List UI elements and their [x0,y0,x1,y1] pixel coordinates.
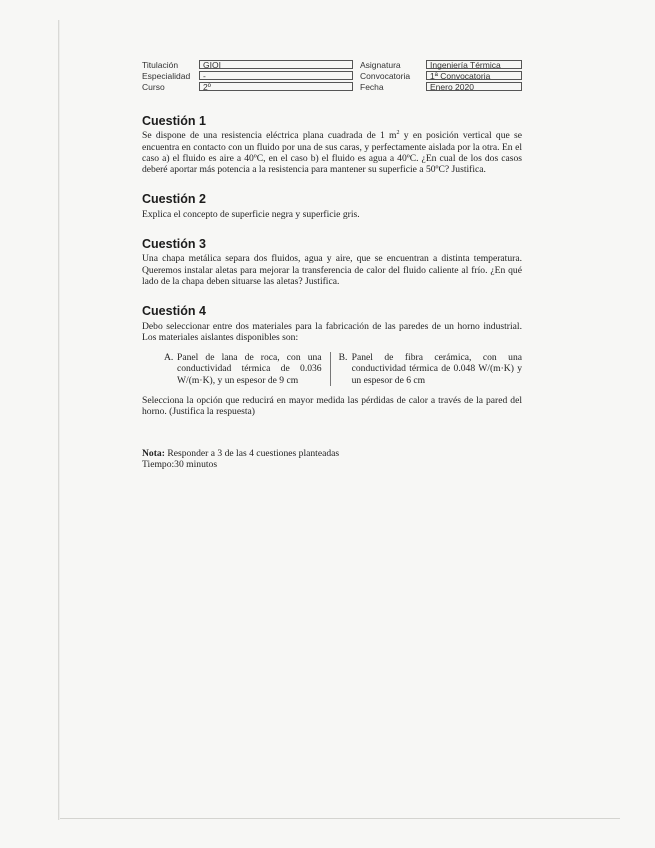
page-bottom-edge [60,818,620,819]
curso-label: Curso [142,81,165,92]
header-right-block [360,59,522,92]
especialidad-value: - [199,71,353,80]
question-1-text-end: y en posición vertical que se encuentra en contacto con un fluido por una de sus caras, y perfectamente aislada por la otra. En el caso a) el fluido es aire a 40ºC, en el caso b) el fluido es agua a 40ºC. ¿En cual de los dos casos deberé aportar más potencia a la resistencia para mantener su superficie a 50ºC? Justifica. [142,130,522,176]
convocatoria-value: 1ª Convocatoria [426,71,522,80]
question-2-text: Explica el concepto de superficie negra y superficie gris. [142,208,360,220]
exam-note [142,448,522,471]
fecha-value: Enero 2020 [426,82,522,91]
asignatura-value: Ingeniería Térmica [426,60,522,69]
header-left-block [142,59,353,92]
question-1-exponent: 2 [396,130,400,137]
header-row-fecha [360,81,522,92]
convocatoria-label: Convocatoria [360,70,411,81]
exam-content [142,116,522,470]
question-2-title: Cuestión 2 [142,192,206,207]
question-1-title: Cuestión 1 [142,114,206,128]
exam-header [142,59,522,99]
header-row-curso [142,81,353,92]
titulacion-value: GIOI [199,60,353,69]
option-b [331,352,522,386]
question-4 [142,306,522,417]
question-2 [142,194,522,220]
note-label: Nota: [142,447,165,459]
option-a-text: Panel de lana de roca, con una conductividad térmica de 0.036 W/(m·K), y un espesor de 9 cm [177,352,322,386]
header-row-titulacion [142,59,353,70]
note-line [142,448,522,459]
option-a-letter: A. [164,352,174,364]
question-4-closing: Selecciona la opción que reducirá en mayor medida las pérdidas de calor a través de la pared del horno. (Justifica la respuesta) [142,395,522,418]
option-b-text: Panel de fibra cerámica, con una conductividad térmica de 0.048 W/(m·K) y un espesor de 6 cm [351,352,522,386]
time-line: Tiempo:30 minutos [142,458,218,470]
question-4-text: Debo seleccionar entre dos materiales para la fabricación de las paredes de un horno industrial. Los materiales aislantes disponibles son: [142,320,522,343]
curso-value: 2º [199,82,353,91]
header-row-especialidad [142,70,353,81]
titulacion-label: Titulación [142,59,179,70]
header-row-asignatura [360,59,522,70]
note-text: Responder a 3 de las 4 cuestiones planteadas [164,447,340,459]
question-4-title: Cuestión 4 [142,304,206,319]
page-edge-shadow [58,20,60,820]
question-3 [142,239,522,287]
question-4-options [142,352,522,386]
header-row-convocatoria [360,70,522,81]
question-1 [142,116,522,175]
question-1-text-start: Se dispone de una resistencia eléctrica plana cuadrada de 1 m [142,130,397,142]
asignatura-label: Asignatura [360,59,401,70]
especialidad-label: Especialidad [142,70,191,81]
question-3-title: Cuestión 3 [142,237,206,252]
question-3-text: Una chapa metálica separa dos fluidos, agua y aire, que se encuentran a distinta temperatura. Queremos instalar aletas para mejorar la transferencia de calor del fluido caliente al frío. ¿En qué lado de la chapa deben situarse las aletas? Justifica. [142,253,522,287]
fecha-label: Fecha [360,81,384,92]
option-a [142,352,331,386]
option-b-letter: B. [338,352,348,364]
question-1-text [142,130,522,175]
